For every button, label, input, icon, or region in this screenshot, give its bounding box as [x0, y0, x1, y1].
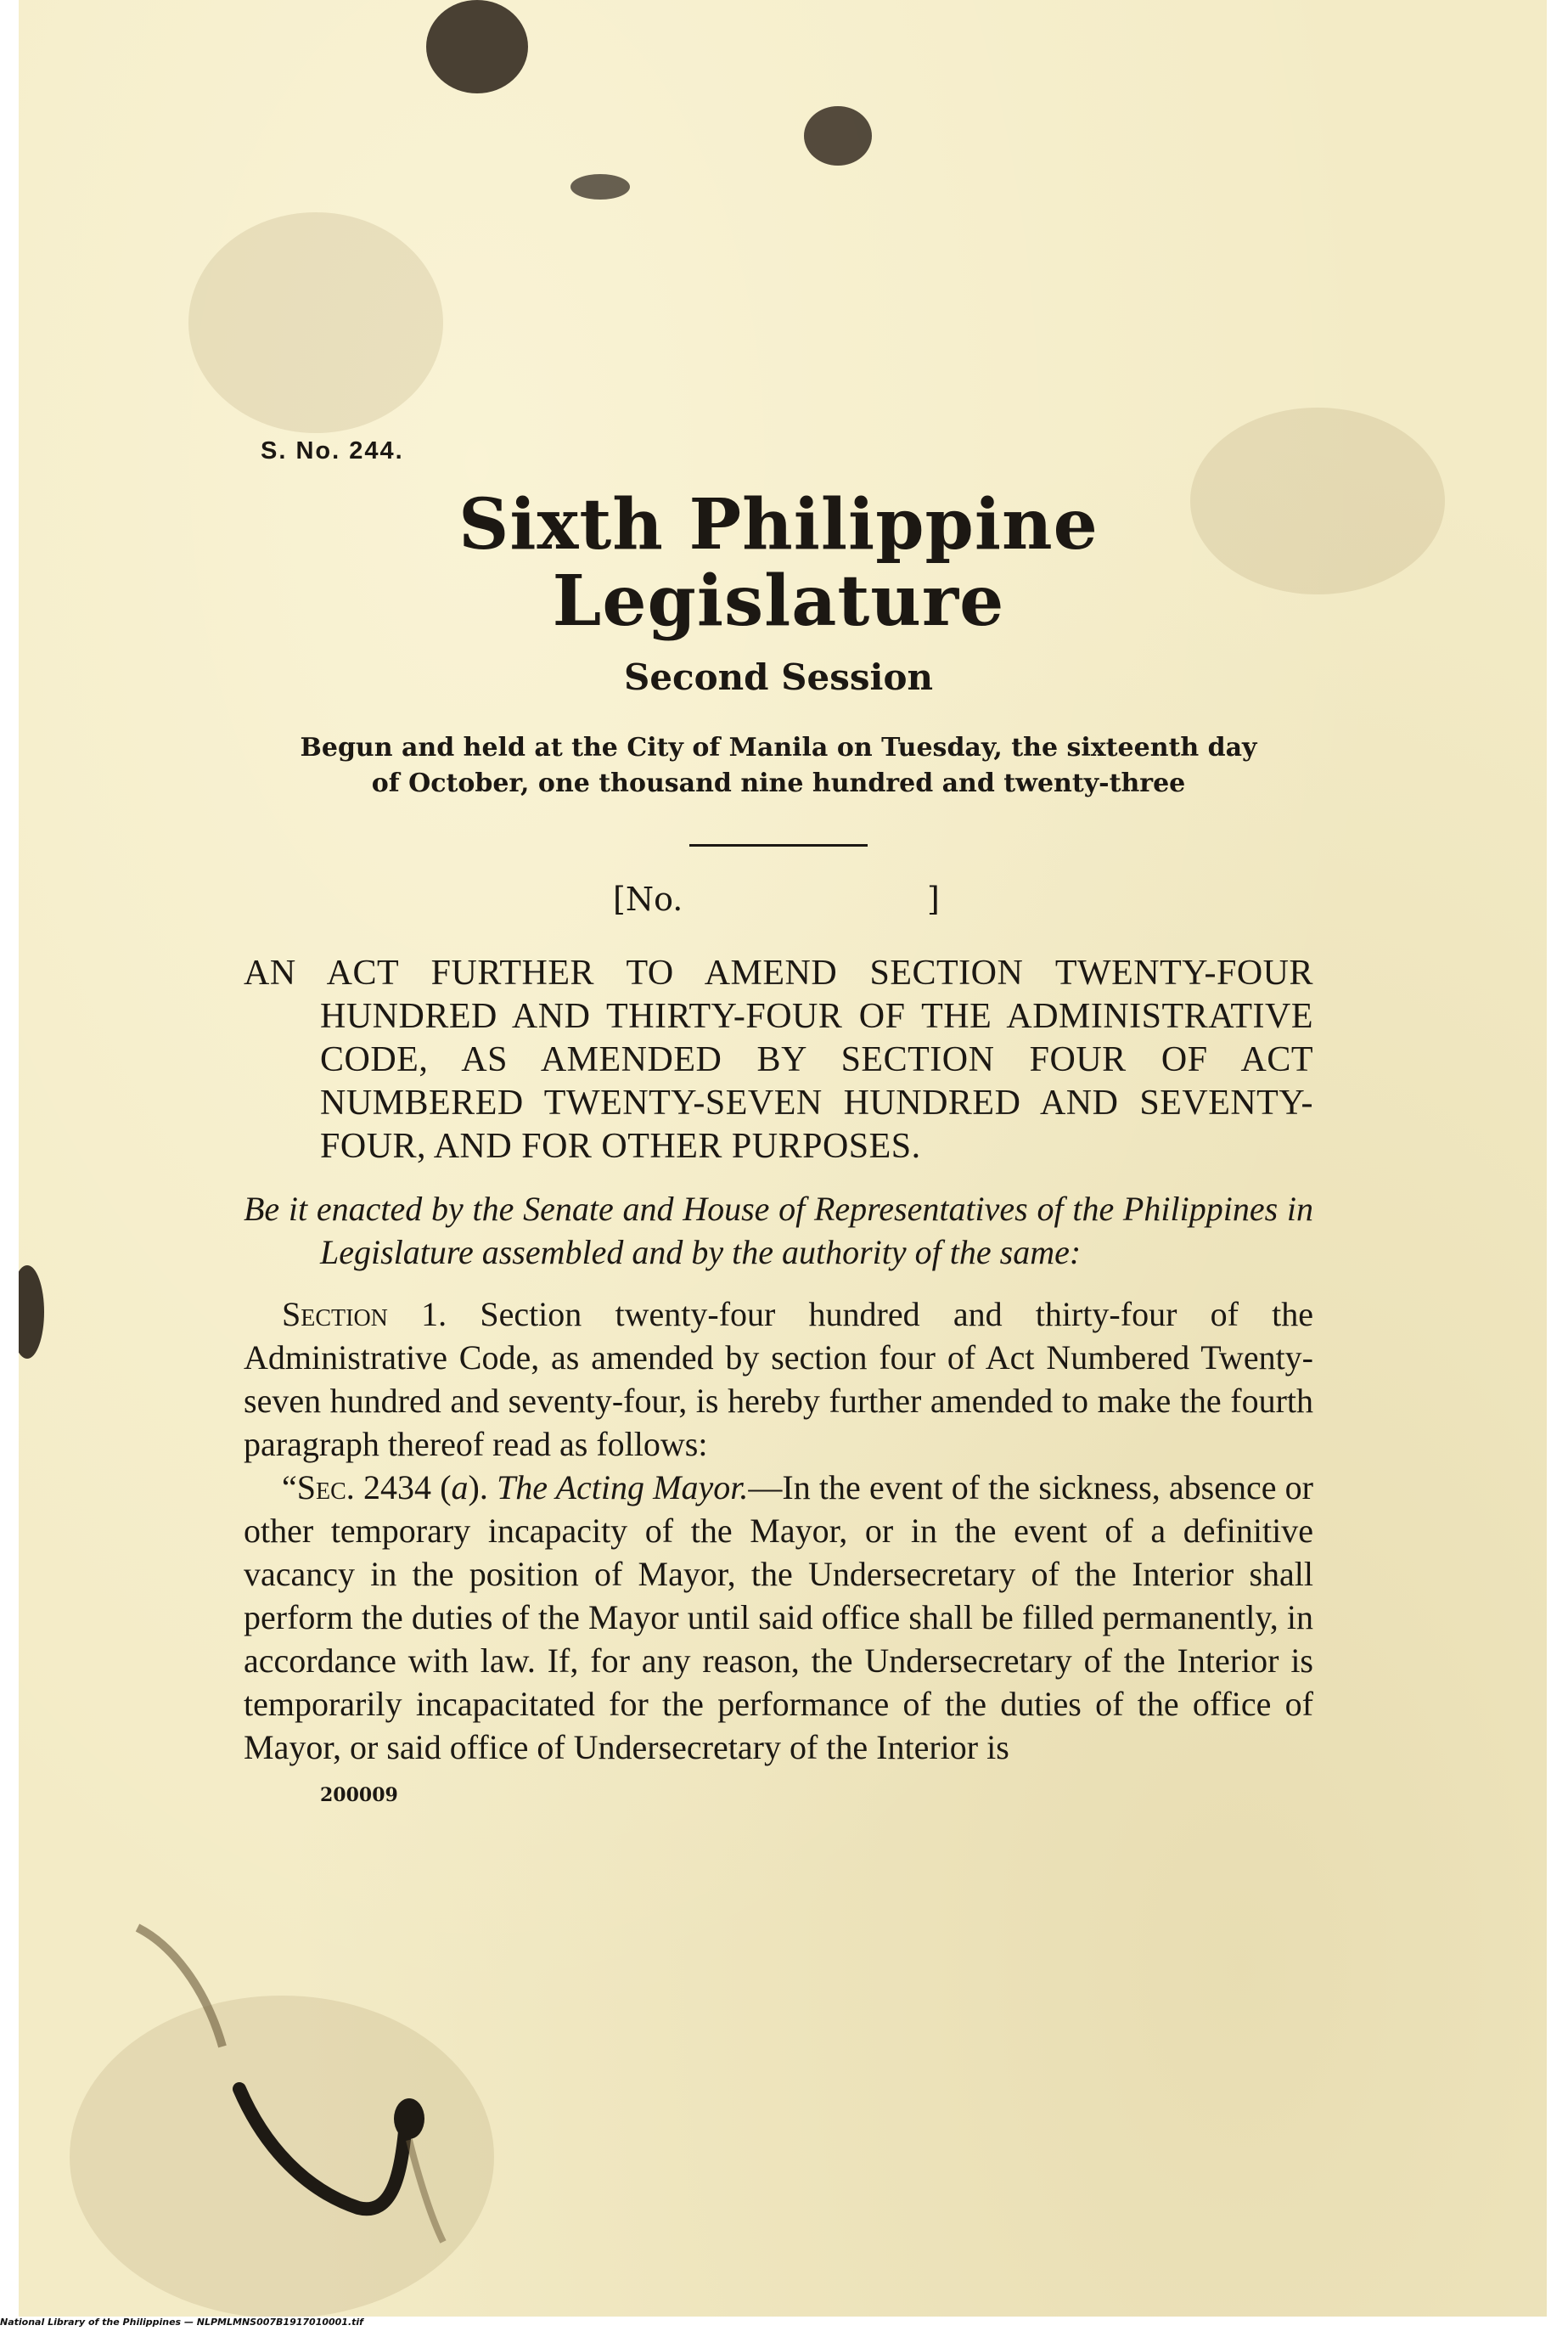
sec-label: Sec. — [296, 1468, 355, 1507]
section-1-text: 1. Section twenty-four hundred and thirty-four of the Administrative Code, as amended by section four of Act Numbered Twenty-seven hundred and seventy-four, is hereby further amended to make the fourth paragraph thereof read as follows: — [244, 1295, 1313, 1464]
print-code: 200009 — [320, 1784, 398, 1807]
act-number — [244, 881, 1313, 932]
ink-stain — [570, 174, 630, 200]
document-content — [244, 437, 1313, 1806]
begun-line-1: Begun and held at the City of Manila on Tuesday, the sixteenth day — [300, 733, 1257, 763]
legislature-title: Sixth Philippine Legislature — [458, 484, 1099, 643]
begun-line-2: of October, one thousand nine hundred and twenty-three — [371, 769, 1186, 799]
quote-open: “ — [282, 1468, 297, 1507]
paper-blemish — [188, 212, 443, 433]
sec-letter: a — [451, 1468, 469, 1507]
divider-rule — [689, 844, 868, 847]
act-number-open: [No. — [613, 881, 683, 919]
session-title: Second Session — [623, 656, 933, 699]
section-2434a — [244, 1466, 1313, 1769]
sec-number: 2434 ( — [354, 1468, 452, 1507]
sec-number-close: ). — [468, 1468, 497, 1507]
senate-number: S. No. 244. — [261, 437, 404, 465]
sec-text: —In the event of the sickness, absence or other temporary incapacity of the Mayor, or in the event of a definitive vacancy in the position of Mayor, the Undersecretary of the Interior shall perform the duties of the Mayor until said office shall be filled permanently, in accordance with law. If, for any reason, the Undersecretary of the Interior is temporarily incapacitated for the performance of the duties of the office of Mayor, or said office of Undersecretary of the Interior is — [244, 1468, 1314, 1767]
archive-caption: National Library of the Philippines — NLPMLMNS007B1917010001.tif — [0, 2317, 363, 2328]
section-1 — [244, 1292, 1313, 1466]
act-number-close: ] — [927, 881, 940, 919]
enacting-clause: Be it enacted by the Senate and House of Representatives of the Philippines in Legislature assembled and by the authority of the same: — [244, 1190, 1313, 1272]
ink-stain — [426, 0, 528, 93]
sec-heading: The Acting Mayor. — [497, 1468, 749, 1507]
document-page — [19, 0, 1547, 2317]
section-1-label: Section — [282, 1295, 388, 1334]
staple-wire-mark — [112, 1894, 469, 2250]
act-title: AN ACT FURTHER TO AMEND SECTION TWENTY-FOUR HUNDRED AND THIRTY-FOUR OF THE ADMINISTRATIVE CODE, AS AMENDED BY SECTION FOUR OF ACT NUMBERED TWENTY-SEVEN HUNDRED AND SEVENTY-FOUR, AND FOR OTHER PURPOSES. — [244, 954, 1313, 1167]
ink-stain — [19, 1265, 44, 1359]
ink-stain — [804, 106, 872, 166]
